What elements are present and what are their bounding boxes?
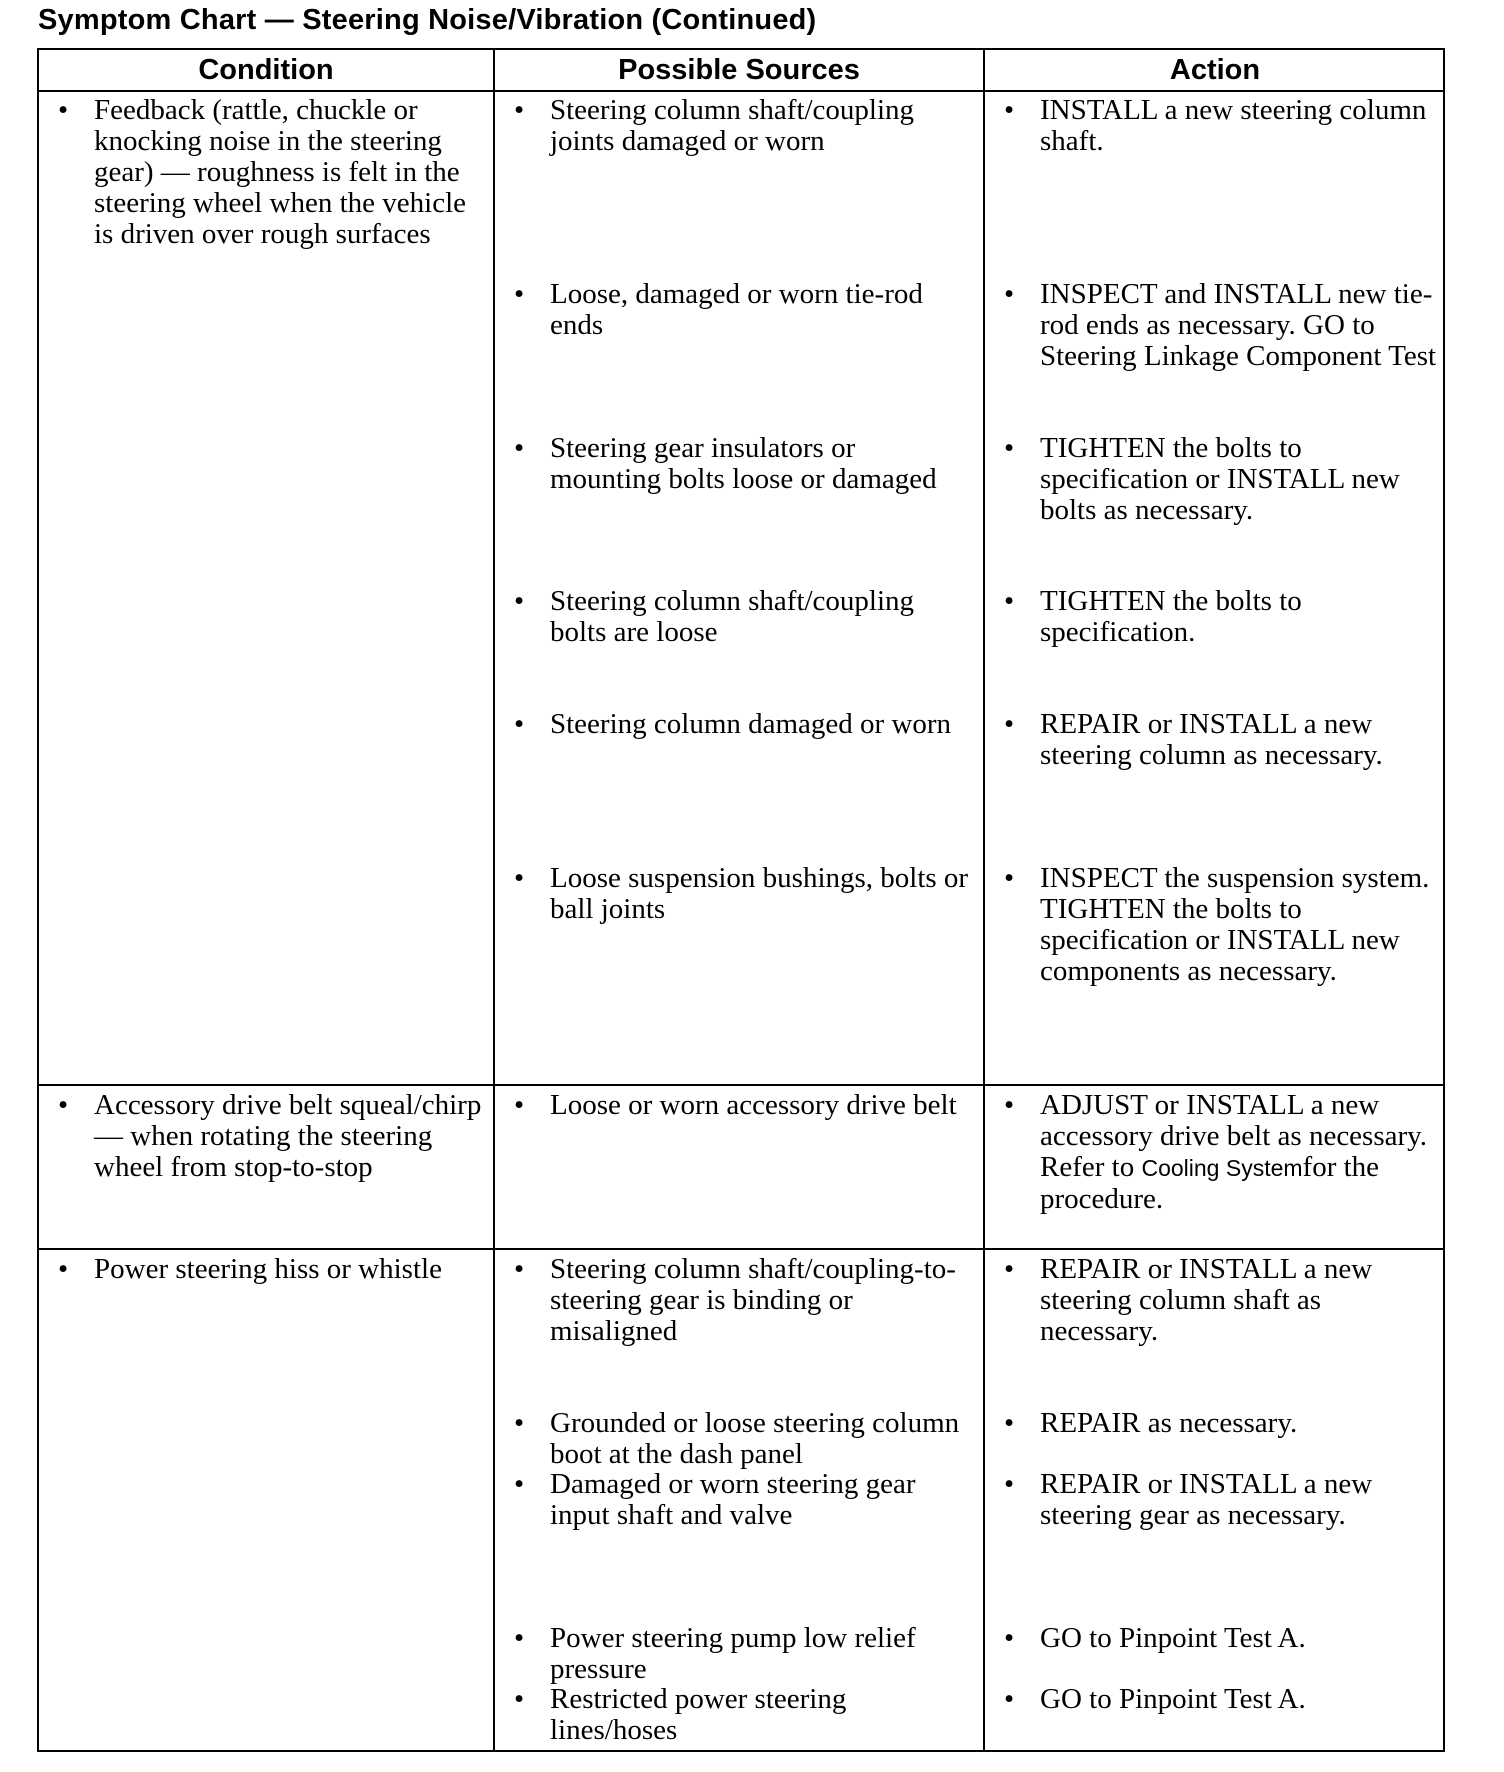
action-text: ADJUST or INSTALL a new accessory drive belt as necessary. Refer to: [1040, 1089, 1428, 1183]
bullet: •: [1004, 862, 1015, 894]
column-divider: [983, 50, 985, 1750]
action-text: for the procedure.: [1040, 1151, 1380, 1215]
source-item: [514, 1683, 970, 1746]
action-item: [1004, 1683, 1440, 1715]
action-text: REPAIR as necessary.: [1040, 1407, 1298, 1439]
source-text: Grounded or loose steering column boot at the dash panel: [550, 1407, 960, 1470]
column-divider: [493, 50, 495, 1750]
bullet: •: [1004, 278, 1015, 310]
source-item: [514, 1622, 970, 1685]
action-item: [1004, 1622, 1440, 1654]
bullet: •: [1004, 1683, 1015, 1715]
header-divider: [39, 90, 1443, 92]
source-text: Steering gear insulators or mounting bolts loose or damaged: [550, 432, 937, 495]
condition-text: Feedback (rattle, chuckle or knocking noise in the steering gear) — roughness is felt in the steering wheel when the vehicle is driven over rough surfaces: [94, 94, 467, 250]
action-text: INSTALL a new steering column shaft.: [1040, 94, 1427, 157]
source-text: Restricted power steering lines/hoses: [550, 1683, 847, 1746]
source-text: Loose, damaged or worn tie-rod ends: [550, 278, 923, 341]
source-text: Power steering pump low relief pressure: [550, 1622, 916, 1685]
header-condition: Condition: [198, 54, 334, 86]
bullet: •: [514, 862, 525, 894]
header-possible-sources: Possible Sources: [618, 54, 860, 86]
bullet: •: [1004, 1407, 1015, 1439]
action-item: [1004, 585, 1440, 648]
action-item: [1004, 94, 1440, 157]
action-text: INSPECT the suspension system. TIGHTEN the bolts to specification or INSTALL new components as necessary.: [1040, 862, 1430, 987]
action-item: [1004, 708, 1440, 771]
action-item: [1004, 432, 1440, 526]
source-text: Steering column shaft/coupling joints damaged or worn: [550, 94, 915, 157]
action-text: REPAIR or INSTALL a new steering column as necessary.: [1040, 708, 1383, 771]
source-item: [514, 94, 970, 157]
condition-text: Power steering hiss or whistle: [94, 1253, 442, 1285]
condition-text: Accessory drive belt squeal/chirp — when rotating the steering wheel from stop-to-stop: [94, 1089, 482, 1183]
source-text: Steering column damaged or worn: [550, 708, 952, 740]
bullet: •: [514, 708, 525, 740]
source-item: [514, 432, 970, 495]
symptom-chart-table: [37, 48, 1445, 1752]
source-text: Steering column shaft/coupling-to-steering gear is binding or misaligned: [550, 1253, 956, 1347]
source-text: Loose or worn accessory drive belt: [550, 1089, 957, 1121]
condition-cell: [58, 1089, 484, 1183]
bullet: •: [1004, 1253, 1015, 1285]
bullet: •: [514, 1468, 525, 1500]
bullet: •: [1004, 94, 1015, 126]
action-item: [1004, 1089, 1442, 1215]
action-text: INSPECT and INSTALL new tie-rod ends as necessary. GO to Steering Linkage Component Test: [1040, 278, 1437, 372]
source-item: [514, 1468, 970, 1531]
action-text: GO to Pinpoint Test A.: [1040, 1622, 1306, 1654]
action-text: GO to Pinpoint Test A.: [1040, 1683, 1306, 1715]
source-text: Steering column shaft/coupling bolts are loose: [550, 585, 915, 648]
source-item: [514, 862, 970, 925]
bullet: •: [1004, 1468, 1015, 1500]
action-text: REPAIR or INSTALL a new steering column shaft as necessary.: [1040, 1253, 1373, 1347]
source-item: [514, 1089, 970, 1121]
source-text: Damaged or worn steering gear input shaft and valve: [550, 1468, 916, 1531]
bullet: •: [1004, 708, 1015, 740]
bullet: •: [514, 94, 525, 126]
bullet: •: [514, 432, 525, 464]
condition-cell: [58, 1253, 484, 1285]
bullet: •: [1004, 1622, 1015, 1654]
action-item: [1004, 1407, 1440, 1439]
cooling-system-link[interactable]: Cooling System: [1141, 1155, 1303, 1181]
bullet: •: [514, 1407, 525, 1439]
action-text: REPAIR or INSTALL a new steering gear as necessary.: [1040, 1468, 1373, 1531]
action-text: TIGHTEN the bolts to specification.: [1040, 585, 1302, 648]
row-divider: [39, 1248, 1443, 1250]
bullet: •: [514, 585, 525, 617]
bullet: •: [58, 1089, 69, 1121]
source-item: [514, 278, 970, 341]
bullet: •: [58, 94, 69, 126]
condition-cell: [58, 94, 484, 250]
source-item: [514, 708, 970, 740]
source-item: [514, 585, 970, 648]
row-divider: [39, 1084, 1443, 1086]
bullet: •: [58, 1253, 69, 1285]
source-text: Loose suspension bushings, bolts or ball joints: [550, 862, 969, 925]
bullet: •: [514, 1622, 525, 1654]
action-text: TIGHTEN the bolts to specification or INSTALL new bolts as necessary.: [1040, 432, 1400, 526]
bullet: •: [1004, 432, 1015, 464]
bullet: •: [514, 1683, 525, 1715]
bullet: •: [514, 278, 525, 310]
source-item: [514, 1253, 970, 1347]
bullet: •: [514, 1089, 525, 1121]
source-item: [514, 1407, 970, 1470]
page-title: Symptom Chart — Steering Noise/Vibration (Continued): [38, 4, 817, 36]
bullet: •: [514, 1253, 525, 1285]
action-item: [1004, 1468, 1440, 1531]
bullet: •: [1004, 585, 1015, 617]
header-action: Action: [1169, 54, 1261, 86]
bullet: •: [1004, 1089, 1015, 1121]
action-item: [1004, 1253, 1440, 1347]
action-item: [1004, 278, 1440, 372]
action-item: [1004, 862, 1440, 987]
